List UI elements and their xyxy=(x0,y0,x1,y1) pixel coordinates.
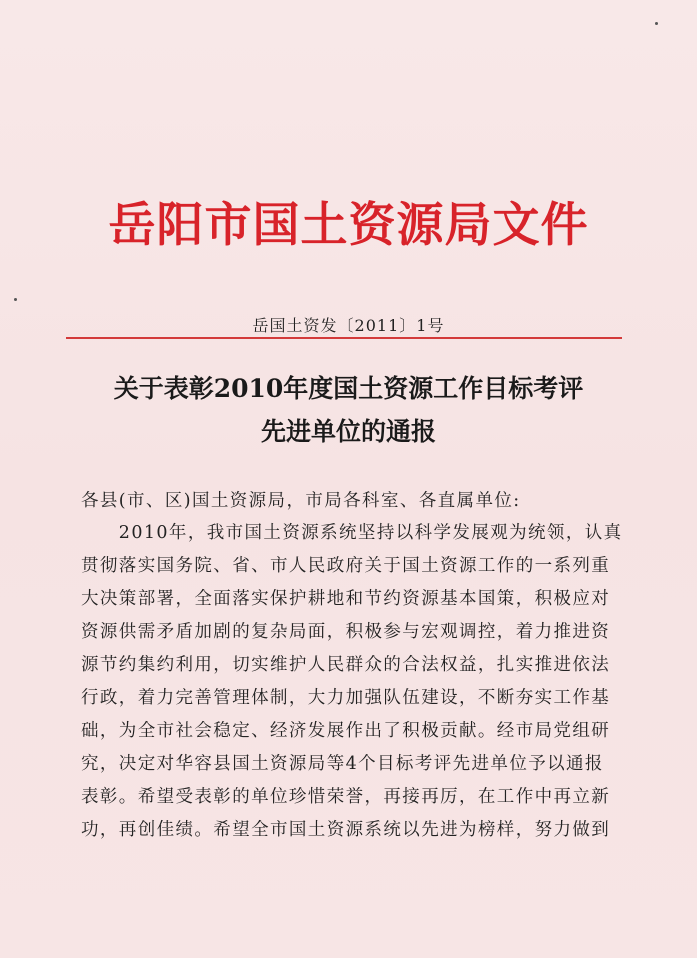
document-number: 岳国土资发〔2011〕1号 xyxy=(252,316,445,335)
body-line: 础，为全市社会稳定、经济发展作出了积极贡献。经市局党组研 xyxy=(81,721,611,741)
red-separator-line xyxy=(66,337,622,339)
document-header-title: 岳阳市国土资源局文件 xyxy=(108,198,589,253)
body-line: 2010年，我市国土资源系统坚持以科学发展观为统领，认真 xyxy=(81,523,623,543)
body-line: 源节约集约利用，切实维护人民群众的合法权益，扎实推进依法 xyxy=(81,655,611,675)
scan-speck xyxy=(14,298,17,301)
body-line: 行政，着力完善管理体制，大力加强队伍建设，不断夯实工作基 xyxy=(81,688,611,708)
scan-speck xyxy=(655,22,658,25)
notice-title-line-1: 关于表彰2010年度国土资源工作目标考评 xyxy=(113,374,584,403)
body-line: 表彰。希望受表彰的单位珍惜荣誉，再接再厉，在工作中再立新 xyxy=(81,787,611,807)
notice-title-line-2: 先进单位的通报 xyxy=(260,417,436,446)
body-line: 大决策部署，全面落实保护耕地和节约资源基本国策，积极应对 xyxy=(81,589,611,609)
body-line: 究，决定对华容县国土资源局等4个目标考评先进单位予以通报 xyxy=(81,754,604,774)
body-line: 功，再创佳绩。希望全市国土资源系统以先进为榜样，努力做到 xyxy=(81,820,611,840)
body-line: 各县(市、区)国土资源局，市局各科室、各直属单位: xyxy=(81,491,521,511)
body-line: 资源供需矛盾加剧的复杂局面，积极参与宏观调控，着力推进资 xyxy=(81,622,611,642)
body-line: 贯彻落实国务院、省、市人民政府关于国土资源工作的一系列重 xyxy=(81,556,611,576)
